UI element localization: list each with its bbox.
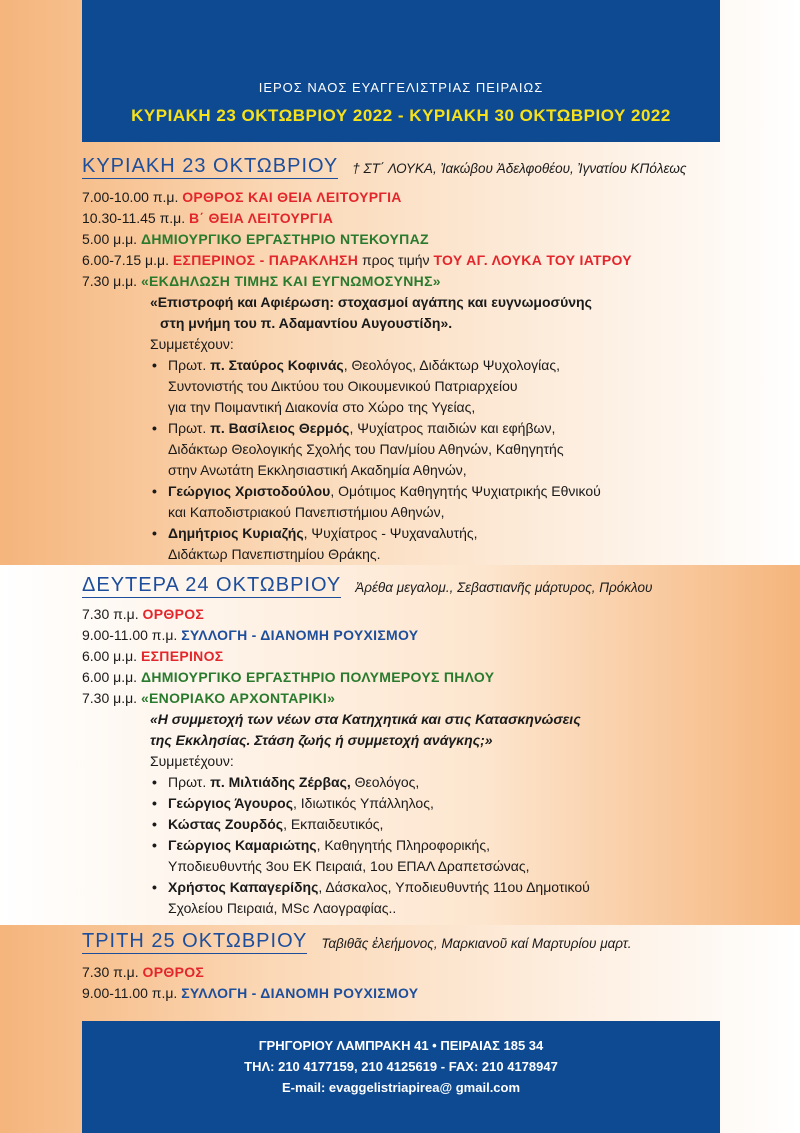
church-name: ΙΕΡΟΣ ΝΑΟΣ ΕΥΑΓΓΕΛΙΣΤΡΙΑΣ ΠΕΙΡΑΙΩΣ: [258, 80, 544, 95]
schedule-row: 6.00 μ.μ. ΕΣΠΕΡΙΝΟΣ: [82, 648, 224, 664]
day-title: ΚΥΡΙΑΚΗ 23 ΟΚΤΩΒΡΙΟΥ: [82, 155, 339, 177]
footer-contact: [82, 1021, 720, 1133]
participant-detail: για την Ποιμαντική Διακονία στο Χώρο της Υγείας,: [168, 399, 476, 415]
event-topic: «Η συμμετοχή των νέων στα Κατηχητικά και στις Κατασκηνώσεις: [150, 711, 581, 727]
day-section-sunday: [82, 155, 686, 565]
schedule-row: 7.30 μ.μ. «ΕΚΔΗΛΩΣΗ ΤΙΜΗΣ ΚΑΙ ΕΥΓΝΩΜΟΣΥΝΗΣ»: [82, 273, 441, 289]
day-saints: Ἀρέθα μεγαλομ., Σεβαστιανῆς μάρτυρος, Πρόκλου: [355, 580, 653, 595]
header-banner: [82, 0, 720, 142]
schedule-row: 10.30-11.45 π.μ. Β΄ ΘΕΙΑ ΛΕΙΤΟΥΡΓΙΑ: [82, 210, 334, 226]
day-section-tuesday: [82, 930, 632, 1004]
schedule-period: ΚΥΡΙΑΚΗ 23 ΟΚΤΩΒΡΙΟΥ 2022 - ΚΥΡΙΑΚΗ 30 ΟΚΤΩΒΡΙΟΥ 2022: [131, 106, 671, 125]
schedule-row: 7.00-10.00 π.μ. ΟΡΘΡΟΣ ΚΑΙ ΘΕΙΑ ΛΕΙΤΟΥΡΓΙΑ: [82, 189, 402, 205]
participants-label: Συμμετέχουν:: [150, 753, 234, 769]
participant-detail: Συντονιστής του Δικτύου του Οικουμενικού Πατριαρχείου: [168, 378, 518, 394]
participant: • Γεώργιος Καμαριώτης, Καθηγητής Πληροφορικής,: [152, 837, 490, 853]
participant: • Γεώργιος Άγουρος, Ιδιωτικός Υπάλληλος,: [152, 795, 434, 811]
day-saints: † ΣΤ΄ ΛΟΥΚΑ, Ἰακώβου Ἀδελφοθέου, Ἰγνατίου ΚΠόλεως: [352, 161, 687, 176]
participant-detail: Διδάκτωρ Θεολογικής Σχολής του Παν/μίου Αθηνών, Καθηγητής: [168, 441, 564, 457]
participant-detail: Σχολείου Πειραιά, MSc Λαογραφίας..: [168, 900, 397, 916]
footer-address: ΓΡΗΓΟΡΙΟΥ ΛΑΜΠΡΑΚΗ 41 • ΠΕΙΡΑΙΑΣ 185 34: [258, 1038, 544, 1053]
participant-detail: και Καποδιστριακού Πανεπιστήμιου Αθηνών,: [168, 504, 445, 520]
footer-phones: ΤΗΛ: 210 4177159, 210 4125619 - FAX: 210 4178947: [244, 1059, 558, 1074]
event-topic: στη μνήμη του π. Αδαμαντίου Αυγουστίδη».: [160, 315, 453, 331]
participant-detail: στην Ανωτάτη Εκκλησιαστική Ακαδημία Αθηνών,: [168, 462, 467, 478]
day-title: ΔΕΥΤΕΡΑ 24 ΟΚΤΩΒΡΙΟΥ: [82, 574, 342, 596]
schedule-row: 6.00-7.15 μ.μ. ΕΣΠΕΡΙΝΟΣ - ΠΑΡΑΚΛΗΣΗ προς τιμήν ΤΟΥ ΑΓ. ΛΟΥΚΑ ΤΟΥ ΙΑΤΡΟΥ: [82, 252, 632, 268]
schedule-row: 9.00-11.00 π.μ. ΣΥΛΛΟΓΗ - ΔΙΑΝΟΜΗ ΡΟΥΧΙΣΜΟΥ: [82, 985, 419, 1001]
participant: • Πρωτ. π. Μιλτιάδης Ζέρβας, Θεολόγος,: [152, 774, 420, 790]
participant: • Γεώργιος Χριστοδούλου, Ομότιμος Καθηγητής Ψυχιατρικής Εθνικού: [152, 483, 601, 499]
event-topic: «Επιστροφή και Αφιέρωση: στοχασμοί αγάπης και ευγνωμοσύνης: [150, 294, 592, 310]
participant: • Δημήτριος Κυριαζής, Ψυχίατρος - Ψυχαναλυτής,: [152, 525, 478, 541]
schedule-row: 5.00 μ.μ. ΔΗΜΙΟΥΡΓΙΚΟ ΕΡΓΑΣΤΗΡΙΟ ΝΤΕΚΟΥΠΑΖ: [82, 231, 429, 247]
footer-email: E-mail: evaggelistriapirea@ gmail.com: [281, 1080, 521, 1095]
schedule-row: 6.00 μ.μ. ΔΗΜΙΟΥΡΓΙΚΟ ΕΡΓΑΣΤΗΡΙΟ ΠΟΛΥΜΕΡΟΥΣ ΠΗΛΟΥ: [82, 669, 495, 685]
day-section-monday: [82, 574, 652, 919]
participant: • Κώστας Ζουρδός, Εκπαιδευτικός,: [152, 816, 384, 832]
participant: • Χρήστος Καπαγερίδης, Δάσκαλος, Υποδιευθυντής 11ου Δημοτικού: [152, 879, 590, 895]
day-title: ΤΡΙΤΗ 25 ΟΚΤΩΒΡΙΟΥ: [82, 930, 308, 952]
participant-detail: Διδάκτωρ Πανεπιστημίου Θράκης.: [168, 546, 381, 562]
event-topic: της Εκκλησίας. Στάση ζωής ή συμμετοχή ανάγκης;»: [150, 732, 493, 748]
schedule-row: 7.30 μ.μ. «ΕΝΟΡΙΑΚΟ ΑΡΧΟΝΤΑΡΙΚΙ»: [82, 690, 336, 706]
participant-detail: Υποδιευθυντής 3ου ΕΚ Πειραιά, 1ου ΕΠΑΛ Δραπετσώνας,: [168, 858, 530, 874]
schedule-row: 7.30 π.μ. ΟΡΘΡΟΣ: [82, 964, 205, 980]
participants-label: Συμμετέχουν:: [150, 336, 234, 352]
participant: • Πρωτ. π. Βασίλειος Θερμός, Ψυχίατρος παιδιών και εφήβων,: [152, 420, 556, 436]
participant: • Πρωτ. π. Σταύρος Κοφινάς, Θεολόγος, Διδάκτωρ Ψυχολογίας,: [152, 357, 560, 373]
day-saints: Ταβιθᾶς ἐλεήμονος, Μαρκιανοῦ καί Μαρτυρίου μαρτ.: [321, 936, 632, 951]
schedule-row: 9.00-11.00 π.μ. ΣΥΛΛΟΓΗ - ΔΙΑΝΟΜΗ ΡΟΥΧΙΣΜΟΥ: [82, 627, 419, 643]
schedule-row: 7.30 π.μ. ΟΡΘΡΟΣ: [82, 606, 205, 622]
